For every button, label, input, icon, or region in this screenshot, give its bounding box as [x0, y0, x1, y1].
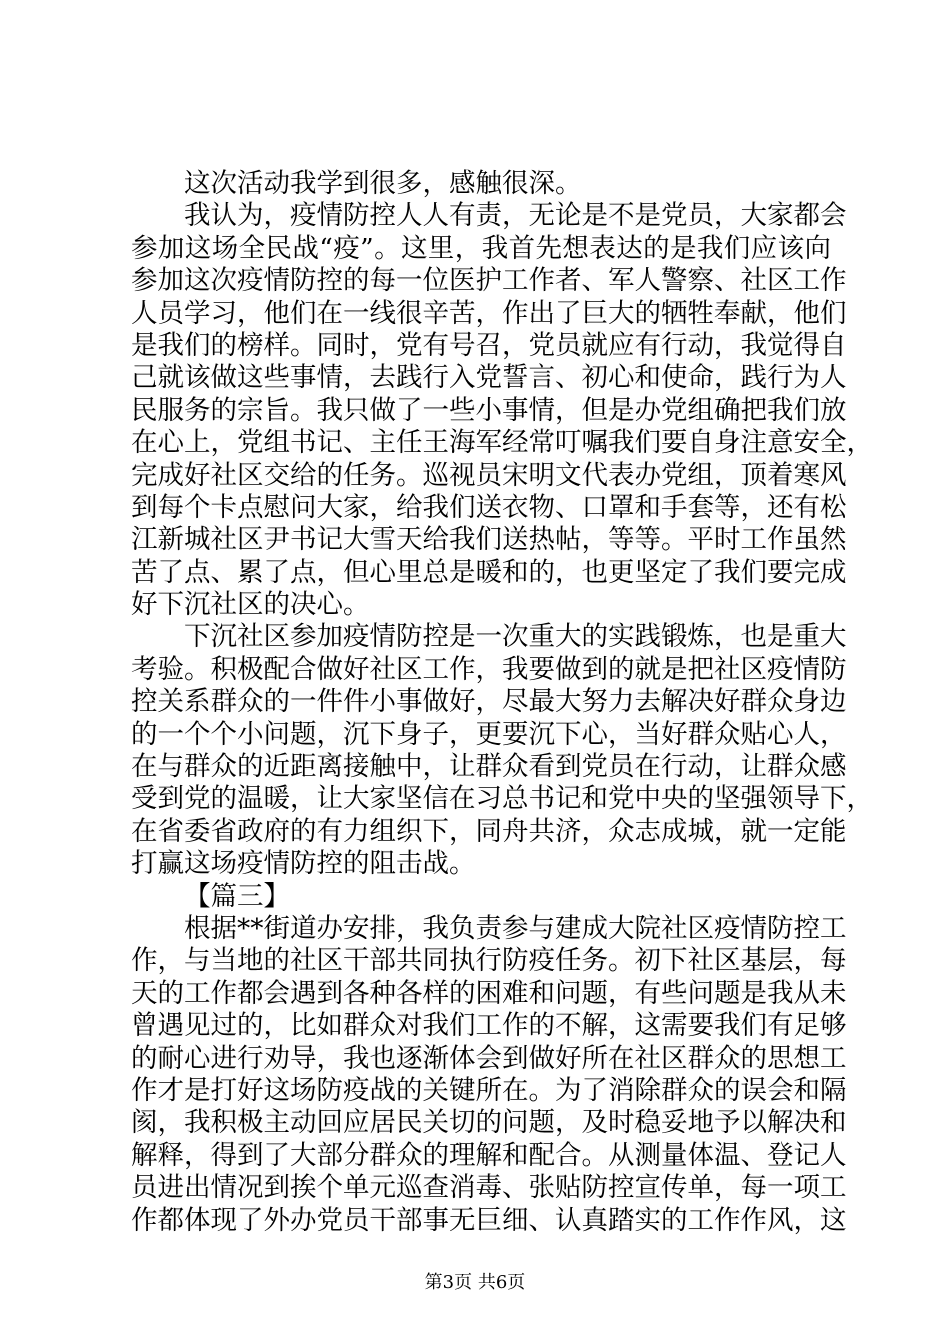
text-line: 作才是打好这场防疫战的关键所在。为了消除群众的误会和隔 — [131, 1074, 847, 1106]
text-line: 作都体现了外办党员干部事无巨细、认真踏实的工作作风，这 — [131, 1204, 847, 1236]
text-line: 己就该做这些事情，去践行入党誓言、初心和使命，践行为人 — [131, 362, 847, 394]
text-line: 考验。积极配合做好社区工作，我要做到的就是把社区疫情防 — [131, 653, 847, 685]
text-line: 完成好社区交给的任务。巡视员宋明文代表办党组，顶着寒风 — [131, 459, 847, 491]
text-line: 民服务的宗旨。我只做了一些小事情，但是办党组确把我们放 — [131, 394, 847, 426]
text-line: 控关系群众的一件件小事做好，尽最大努力去解决好群众身边 — [131, 686, 847, 718]
document-body — [131, 168, 873, 1237]
text-line: 【篇三】 — [184, 880, 290, 912]
text-line: 阂，我积极主动回应居民关切的问题，及时稳妥地予以解决和 — [131, 1107, 847, 1139]
text-line: 的一个个小问题，沉下身子，更要沉下心，当好群众贴心人， — [131, 718, 847, 750]
text-line: 作，与当地的社区干部共同执行防疫任务。初下社区基层，每 — [131, 945, 847, 977]
text-line: 天的工作都会遇到各种各样的困难和问题，有些问题是我从未 — [131, 977, 847, 1009]
text-line: 的耐心进行劝导，我也逐渐体会到做好所在社区群众的思想工 — [131, 1042, 847, 1074]
text-line: 在省委省政府的有力组织下，同舟共济，众志成城，就一定能 — [131, 815, 847, 847]
text-line: 打赢这场疫情防控的阻击战。 — [131, 848, 476, 880]
text-line: 江新城社区尹书记大雪天给我们送热帖，等等。平时工作虽然 — [131, 524, 847, 556]
text-line: 下沉社区参加疫情防控是一次重大的实践锻炼，也是重大 — [184, 621, 847, 653]
text-line: 是我们的榜样。同时，党有号召，党员就应有行动，我觉得自 — [131, 329, 847, 361]
text-line: 这次活动我学到很多，感触很深。 — [184, 168, 582, 199]
text-line: 好下沉社区的决心。 — [131, 589, 370, 621]
text-line: 人员学习，他们在一线很辛苦，作出了巨大的牺牲奉献，他们 — [131, 297, 847, 329]
text-line: 曾遇见过的，比如群众对我们工作的不解，这需要我们有足够 — [131, 1010, 847, 1042]
text-line: 参加这场全民战“疫”。这里，我首先想表达的是我们应该向 — [131, 232, 831, 264]
text-line: 在与群众的近距离接触中，让群众看到党员在行动，让群众感 — [131, 751, 847, 783]
text-line: 我认为，疫情防控人人有责，无论是不是党员，大家都会 — [184, 200, 847, 232]
text-line: 到每个卡点慰问大家，给我们送衣物、口罩和手套等，还有松 — [131, 491, 847, 523]
text-line: 受到党的温暖，让大家坚信在习总书记和党中央的坚强领导下， — [131, 783, 873, 815]
text-line: 解释，得到了大部分群众的理解和配合。从测量体温、登记人 — [131, 1139, 847, 1171]
text-line: 员进出情况到挨个单元巡查消毒、张贴防控宣传单，每一项工 — [131, 1172, 847, 1204]
text-line: 苦了点、累了点，但心里总是暖和的，也更坚定了我们要完成 — [131, 556, 847, 588]
text-line: 在心上，党组书记、主任王海军经常叮嘱我们要自身注意安全， — [131, 427, 873, 459]
text-line: 参加这次疫情防控的每一位医护工作者、军人警察、社区工作 — [131, 265, 847, 297]
text-line: 根据**街道办安排，我负责参与建成大院社区疫情防控工 — [184, 912, 847, 944]
page-footer: 第3页 共6页 — [424, 1272, 526, 1293]
